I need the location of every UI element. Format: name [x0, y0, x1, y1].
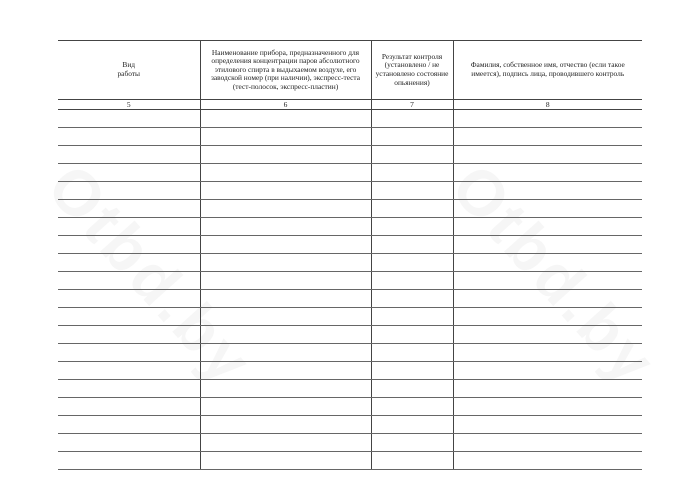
table-cell[interactable]	[58, 344, 200, 362]
table-cell[interactable]	[453, 272, 642, 290]
table-row	[58, 272, 642, 290]
table-cell[interactable]	[58, 128, 200, 146]
table-cell[interactable]	[453, 164, 642, 182]
table-cell[interactable]	[453, 434, 642, 452]
table-cell[interactable]	[371, 308, 453, 326]
table-cell[interactable]	[58, 326, 200, 344]
table-row	[58, 308, 642, 326]
table-cell[interactable]	[58, 146, 200, 164]
table-cell[interactable]	[58, 416, 200, 434]
table-row	[58, 218, 642, 236]
table-cell[interactable]	[371, 164, 453, 182]
table-cell[interactable]	[453, 182, 642, 200]
table-row	[58, 146, 642, 164]
table-row	[58, 416, 642, 434]
table-cell[interactable]	[200, 128, 371, 146]
table-cell[interactable]	[200, 416, 371, 434]
table-cell[interactable]	[200, 146, 371, 164]
table-cell[interactable]	[58, 200, 200, 218]
col-number: 7	[371, 100, 453, 110]
table-cell[interactable]	[371, 236, 453, 254]
table-cell[interactable]	[371, 452, 453, 470]
column-number-row	[58, 100, 642, 110]
table-cell[interactable]	[200, 308, 371, 326]
table-cell[interactable]	[200, 452, 371, 470]
table-cell[interactable]	[371, 362, 453, 380]
table-cell[interactable]	[58, 434, 200, 452]
table-cell[interactable]	[371, 254, 453, 272]
table-cell[interactable]	[58, 110, 200, 128]
table-cell[interactable]	[371, 110, 453, 128]
table-cell[interactable]	[200, 290, 371, 308]
table-cell[interactable]	[58, 362, 200, 380]
table-cell[interactable]	[371, 218, 453, 236]
col-inspector-header-text: Фамилия, собственное имя, отчество (если такое имеется), подпись лица, проводившего контроль	[470, 60, 625, 78]
table-cell[interactable]	[453, 254, 642, 272]
table-cell[interactable]	[58, 218, 200, 236]
table-cell[interactable]	[58, 308, 200, 326]
table-cell[interactable]	[453, 344, 642, 362]
col-device-header	[200, 41, 371, 100]
table-cell[interactable]	[58, 290, 200, 308]
table-cell[interactable]	[453, 398, 642, 416]
table-cell[interactable]	[371, 380, 453, 398]
table-row	[58, 344, 642, 362]
table-row	[58, 326, 642, 344]
table-cell[interactable]	[200, 344, 371, 362]
table-cell[interactable]	[453, 200, 642, 218]
col-result-header	[371, 41, 453, 100]
table-cell[interactable]	[200, 272, 371, 290]
table-cell[interactable]	[200, 110, 371, 128]
table-cell[interactable]	[453, 326, 642, 344]
control-journal-table	[58, 40, 642, 470]
table-cell[interactable]	[453, 380, 642, 398]
col-number: 5	[58, 100, 200, 110]
table-row	[58, 254, 642, 272]
table-cell[interactable]	[371, 200, 453, 218]
table-cell[interactable]	[200, 182, 371, 200]
table-row	[58, 362, 642, 380]
table-cell[interactable]	[200, 236, 371, 254]
col-result-header-text: Результат контроля (установлено / не установлено состояние опьянения)	[375, 51, 449, 87]
table-cell[interactable]	[58, 452, 200, 470]
table-cell[interactable]	[453, 218, 642, 236]
table-row	[58, 110, 642, 128]
table-row	[58, 434, 642, 452]
table-cell[interactable]	[371, 146, 453, 164]
col-device-header-text: Наименование прибора, предназначенного для определения концентрации паров абсолютного этилового спирта в выдыхаемом воздухе, его заводской номер (при наличии), экспресс-теста (тест-полосок, экспресс-пластин)	[210, 47, 361, 91]
table-cell[interactable]	[371, 326, 453, 344]
table-cell[interactable]	[58, 398, 200, 416]
table-cell[interactable]	[371, 416, 453, 434]
table-cell[interactable]	[200, 380, 371, 398]
table-row	[58, 164, 642, 182]
table-cell[interactable]	[371, 128, 453, 146]
table-cell[interactable]	[200, 434, 371, 452]
table-cell[interactable]	[371, 290, 453, 308]
table-row	[58, 398, 642, 416]
table-cell[interactable]	[200, 164, 371, 182]
table-cell[interactable]	[453, 452, 642, 470]
table-row	[58, 182, 642, 200]
table-cell[interactable]	[453, 236, 642, 254]
table-row	[58, 236, 642, 254]
table-cell[interactable]	[453, 290, 642, 308]
table-cell[interactable]	[200, 326, 371, 344]
table-cell[interactable]	[200, 254, 371, 272]
table-cell[interactable]	[371, 272, 453, 290]
col-work-type-header	[58, 41, 200, 100]
table-row	[58, 290, 642, 308]
table-cell[interactable]	[371, 434, 453, 452]
header-row	[58, 41, 642, 100]
table-cell[interactable]	[371, 398, 453, 416]
table-cell[interactable]	[371, 182, 453, 200]
table-cell[interactable]	[453, 110, 642, 128]
table-cell[interactable]	[453, 128, 642, 146]
table-cell[interactable]	[58, 254, 200, 272]
col-number: 8	[453, 100, 642, 110]
col-work-type-header-text: Вид работы	[117, 60, 141, 78]
table-row	[58, 380, 642, 398]
table-cell[interactable]	[58, 236, 200, 254]
table-cell[interactable]	[58, 272, 200, 290]
table-cell[interactable]	[200, 398, 371, 416]
col-inspector-header	[453, 41, 642, 100]
table-cell[interactable]	[58, 380, 200, 398]
table-cell[interactable]	[200, 200, 371, 218]
table-row	[58, 200, 642, 218]
table-cell[interactable]	[453, 146, 642, 164]
table-cell[interactable]	[453, 362, 642, 380]
table-cell[interactable]	[453, 416, 642, 434]
table-cell[interactable]	[58, 182, 200, 200]
table-cell[interactable]	[200, 218, 371, 236]
table-cell[interactable]	[200, 362, 371, 380]
table-cell[interactable]	[453, 308, 642, 326]
table-row	[58, 128, 642, 146]
table-cell[interactable]	[371, 344, 453, 362]
table-cell[interactable]	[58, 164, 200, 182]
table-row	[58, 452, 642, 470]
col-number: 6	[200, 100, 371, 110]
